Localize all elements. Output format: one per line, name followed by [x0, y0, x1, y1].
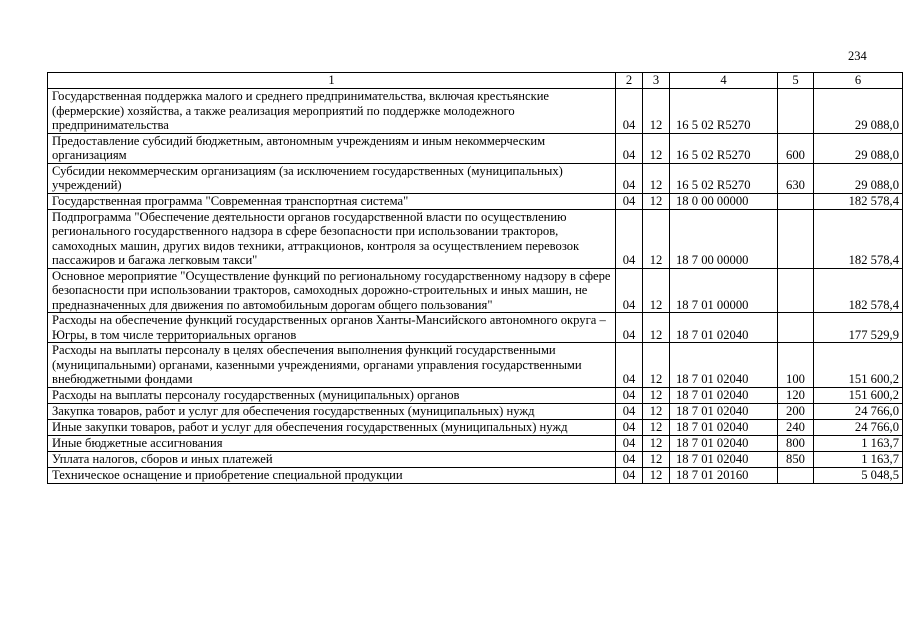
- row-name-cell: Техническое оснащение и приобретение специальной продукции: [48, 467, 616, 483]
- row-value-cell: 12: [643, 89, 670, 134]
- row-value-cell: 18 0 00 00000: [670, 193, 778, 209]
- row-value-cell: 18 7 01 02040: [670, 343, 778, 388]
- row-name-cell: Подпрограмма "Обеспечение деятельности органов государственной власти по осуществлению регионального государственного надзора в сфере безопасности при использовании тракторов, самоходных машин, других видов техники, аттракционов, контроля за осуществлением перевозок пассажиров и багажа легковым такси": [48, 209, 616, 268]
- row-name-cell: Государственная программа "Современная транспортная система": [48, 193, 616, 209]
- row-value-cell: 24 766,0: [814, 403, 903, 419]
- row-value-cell: 18 7 01 02040: [670, 313, 778, 343]
- row-value-cell: 04: [616, 387, 643, 403]
- row-value-cell: 200: [778, 403, 814, 419]
- row-value-cell: 18 7 01 02040: [670, 451, 778, 467]
- row-value-cell: 600: [778, 133, 814, 163]
- page-number: 234: [848, 49, 867, 63]
- row-value-cell: 5 048,5: [814, 467, 903, 483]
- row-value-cell: 18 7 01 02040: [670, 403, 778, 419]
- budget-table: [47, 72, 903, 484]
- row-value-cell: 04: [616, 133, 643, 163]
- table-row: [48, 193, 903, 209]
- row-value-cell: 04: [616, 209, 643, 268]
- row-value-cell: 04: [616, 163, 643, 193]
- row-value-cell: 18 7 00 00000: [670, 209, 778, 268]
- header-cell: 4: [670, 73, 778, 89]
- row-value-cell: 29 088,0: [814, 89, 903, 134]
- header-cell: 1: [48, 73, 616, 89]
- row-value-cell: 12: [643, 403, 670, 419]
- row-value-cell: 04: [616, 313, 643, 343]
- header-cell: 6: [814, 73, 903, 89]
- row-value-cell: 12: [643, 467, 670, 483]
- table-row: [48, 467, 903, 483]
- row-value-cell: 29 088,0: [814, 163, 903, 193]
- row-value-cell: 16 5 02 R5270: [670, 133, 778, 163]
- table-row: [48, 89, 903, 134]
- header-cell: 5: [778, 73, 814, 89]
- row-value-cell: [778, 268, 814, 313]
- row-value-cell: 120: [778, 387, 814, 403]
- header-cell: 3: [643, 73, 670, 89]
- row-value-cell: 12: [643, 163, 670, 193]
- table-row: [48, 419, 903, 435]
- table-row: [48, 387, 903, 403]
- row-value-cell: 12: [643, 343, 670, 388]
- row-value-cell: 240: [778, 419, 814, 435]
- table-row: [48, 163, 903, 193]
- row-value-cell: 18 7 01 02040: [670, 387, 778, 403]
- row-value-cell: 18 7 01 00000: [670, 268, 778, 313]
- row-value-cell: 04: [616, 343, 643, 388]
- row-value-cell: 04: [616, 268, 643, 313]
- row-name-cell: Иные закупки товаров, работ и услуг для обеспечения государственных (муниципальных) нужд: [48, 419, 616, 435]
- row-value-cell: 04: [616, 419, 643, 435]
- row-value-cell: 04: [616, 435, 643, 451]
- row-value-cell: [778, 209, 814, 268]
- row-value-cell: 04: [616, 193, 643, 209]
- table-row: [48, 435, 903, 451]
- row-value-cell: 12: [643, 419, 670, 435]
- row-name-cell: Расходы на обеспечение функций государственных органов Ханты-Мансийского автономного округа – Югры, в том числе территориальных органов: [48, 313, 616, 343]
- row-value-cell: 151 600,2: [814, 387, 903, 403]
- row-value-cell: 12: [643, 209, 670, 268]
- row-value-cell: [778, 313, 814, 343]
- row-value-cell: 16 5 02 R5270: [670, 163, 778, 193]
- row-value-cell: 12: [643, 451, 670, 467]
- row-value-cell: [778, 89, 814, 134]
- row-value-cell: 100: [778, 343, 814, 388]
- row-value-cell: 04: [616, 403, 643, 419]
- row-name-cell: Закупка товаров, работ и услуг для обеспечения государственных (муниципальных) нужд: [48, 403, 616, 419]
- row-value-cell: 16 5 02 R5270: [670, 89, 778, 134]
- row-value-cell: 18 7 01 20160: [670, 467, 778, 483]
- header-cell: 2: [616, 73, 643, 89]
- row-name-cell: Государственная поддержка малого и среднего предпринимательства, включая крестьянские (фермерские) хозяйства, а также реализация мероприятий по поддержке молодежного предпринимательства: [48, 89, 616, 134]
- table-row: [48, 343, 903, 388]
- row-value-cell: 151 600,2: [814, 343, 903, 388]
- row-name-cell: Расходы на выплаты персоналу государственных (муниципальных) органов: [48, 387, 616, 403]
- row-name-cell: Расходы на выплаты персоналу в целях обеспечения выполнения функций государственными (муниципальными) органами, казенными учреждениями, органами управления государственными внебюджетными фондами: [48, 343, 616, 388]
- table-header-row: [48, 73, 903, 89]
- row-value-cell: 182 578,4: [814, 209, 903, 268]
- table-row: [48, 268, 903, 313]
- row-value-cell: 04: [616, 451, 643, 467]
- row-value-cell: [778, 193, 814, 209]
- row-value-cell: 1 163,7: [814, 451, 903, 467]
- row-value-cell: 800: [778, 435, 814, 451]
- row-value-cell: 24 766,0: [814, 419, 903, 435]
- row-value-cell: 18 7 01 02040: [670, 419, 778, 435]
- row-value-cell: 1 163,7: [814, 435, 903, 451]
- row-value-cell: 12: [643, 193, 670, 209]
- row-value-cell: 04: [616, 467, 643, 483]
- row-name-cell: Субсидии некоммерческим организациям (за исключением государственных (муниципальных) учреждений): [48, 163, 616, 193]
- table-row: [48, 403, 903, 419]
- row-value-cell: 04: [616, 89, 643, 134]
- row-value-cell: 29 088,0: [814, 133, 903, 163]
- row-value-cell: 12: [643, 133, 670, 163]
- row-name-cell: Иные бюджетные ассигнования: [48, 435, 616, 451]
- row-name-cell: Предоставление субсидий бюджетным, автономным учреждениям и иным некоммерческим организациям: [48, 133, 616, 163]
- row-value-cell: [778, 467, 814, 483]
- row-value-cell: 177 529,9: [814, 313, 903, 343]
- row-value-cell: 12: [643, 435, 670, 451]
- row-value-cell: 12: [643, 387, 670, 403]
- row-value-cell: 182 578,4: [814, 193, 903, 209]
- table-row: [48, 133, 903, 163]
- table-row: [48, 451, 903, 467]
- row-name-cell: Уплата налогов, сборов и иных платежей: [48, 451, 616, 467]
- table-row: [48, 313, 903, 343]
- row-value-cell: 12: [643, 268, 670, 313]
- row-value-cell: 182 578,4: [814, 268, 903, 313]
- table-row: [48, 209, 903, 268]
- row-name-cell: Основное мероприятие "Осуществление функций по региональному государственному надзору в сфере безопасности при использовании тракторов, самоходных дорожно-строительных и иных машин, не предназначенных для движения по автомобильным дорогам общего пользования": [48, 268, 616, 313]
- row-value-cell: 850: [778, 451, 814, 467]
- row-value-cell: 12: [643, 313, 670, 343]
- row-value-cell: 630: [778, 163, 814, 193]
- row-value-cell: 18 7 01 02040: [670, 435, 778, 451]
